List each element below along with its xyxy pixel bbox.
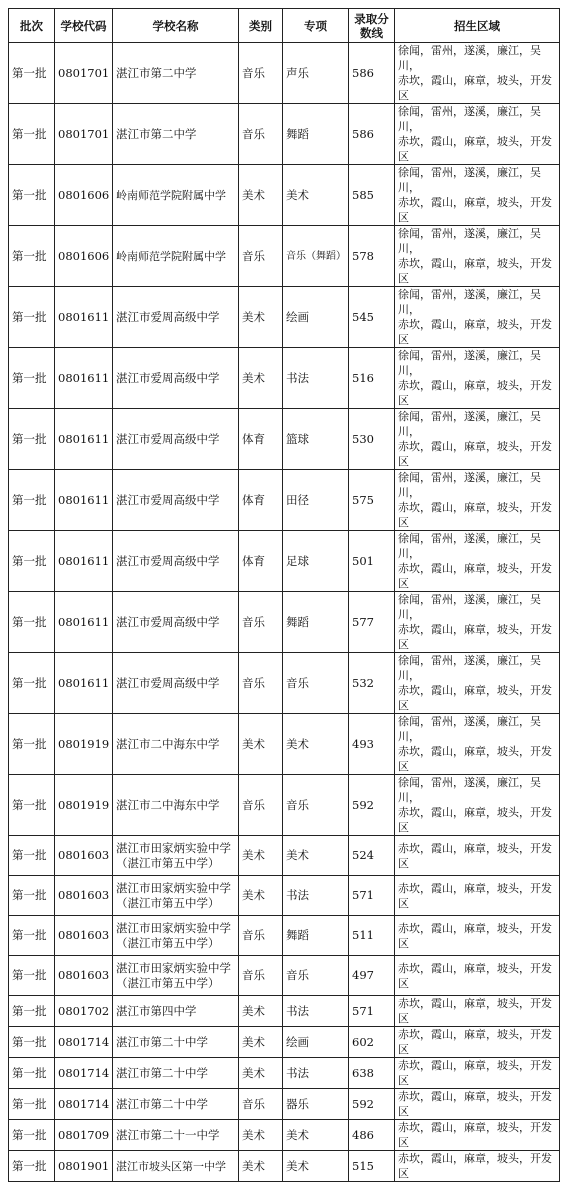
cell-batch: 第一批: [9, 226, 55, 287]
cell-school-code: 0801603: [55, 956, 113, 996]
cell-special: 美术: [283, 836, 349, 876]
cell-school-code: 0801611: [55, 287, 113, 348]
header-score: 录取分 数线: [349, 9, 395, 43]
table-row: [9, 165, 560, 226]
cell-batch: 第一批: [9, 43, 55, 104]
table-row: [9, 104, 560, 165]
cell-special: 舞蹈: [283, 916, 349, 956]
cell-school-code: 0801919: [55, 775, 113, 836]
cell-special: 音乐: [283, 653, 349, 714]
cell-batch: 第一批: [9, 1151, 55, 1182]
cell-special: 绘画: [283, 1027, 349, 1058]
table-row: [9, 1151, 560, 1182]
cell-batch: 第一批: [9, 653, 55, 714]
cell-school-code: 0801611: [55, 592, 113, 653]
cell-special: 绘画: [283, 287, 349, 348]
cell-school-name: 湛江市田家炳实验中学 （湛江市第五中学）: [113, 836, 239, 876]
cell-school-code: 0801606: [55, 226, 113, 287]
cell-special: 舞蹈: [283, 592, 349, 653]
cell-school-code: 0801714: [55, 1058, 113, 1089]
cell-school-code: 0801611: [55, 470, 113, 531]
cell-score: 577: [349, 592, 395, 653]
cell-special: 美术: [283, 1120, 349, 1151]
admission-score-table: [8, 8, 560, 1182]
cell-special: 书法: [283, 996, 349, 1027]
cell-region: 徐闻，雷州，遂溪，廉江，吴川， 赤坎，霞山，麻章，坡头，开发区: [395, 43, 560, 104]
cell-school-name: 湛江市第二十中学: [113, 1027, 239, 1058]
cell-region: 赤坎，霞山，麻章，坡头，开发区: [395, 1151, 560, 1182]
table-row: [9, 1120, 560, 1151]
cell-score: 602: [349, 1027, 395, 1058]
cell-score: 585: [349, 165, 395, 226]
cell-batch: 第一批: [9, 1120, 55, 1151]
header-region: 招生区域: [395, 9, 560, 43]
cell-school-code: 0801611: [55, 653, 113, 714]
cell-score: 486: [349, 1120, 395, 1151]
table-row: [9, 1089, 560, 1120]
cell-category: 音乐: [239, 104, 283, 165]
cell-region: 徐闻，雷州，遂溪，廉江，吴川， 赤坎，霞山，麻章，坡头，开发区: [395, 104, 560, 165]
cell-school-code: 0801603: [55, 916, 113, 956]
cell-batch: 第一批: [9, 470, 55, 531]
cell-score: 571: [349, 876, 395, 916]
cell-special: 音乐（舞蹈）: [283, 226, 349, 287]
cell-score: 511: [349, 916, 395, 956]
cell-category: 美术: [239, 287, 283, 348]
cell-category: 美术: [239, 1120, 283, 1151]
cell-special: 音乐: [283, 775, 349, 836]
cell-school-name: 湛江市第二十中学: [113, 1089, 239, 1120]
cell-school-code: 0801901: [55, 1151, 113, 1182]
table-row: [9, 531, 560, 592]
cell-special: 书法: [283, 1058, 349, 1089]
cell-batch: 第一批: [9, 104, 55, 165]
cell-category: 美术: [239, 1027, 283, 1058]
table-row: [9, 470, 560, 531]
cell-school-name: 湛江市第二十中学: [113, 1058, 239, 1089]
cell-school-name: 湛江市爱周高级中学: [113, 470, 239, 531]
cell-batch: 第一批: [9, 775, 55, 836]
cell-special: 声乐: [283, 43, 349, 104]
cell-region: 赤坎，霞山，麻章，坡头，开发区: [395, 1120, 560, 1151]
cell-school-name: 湛江市田家炳实验中学 （湛江市第五中学）: [113, 956, 239, 996]
cell-school-code: 0801702: [55, 996, 113, 1027]
cell-school-code: 0801919: [55, 714, 113, 775]
header-special: 专项: [283, 9, 349, 43]
cell-special: 舞蹈: [283, 104, 349, 165]
cell-batch: 第一批: [9, 531, 55, 592]
cell-score: 530: [349, 409, 395, 470]
cell-batch: 第一批: [9, 409, 55, 470]
cell-school-name: 湛江市第二十一中学: [113, 1120, 239, 1151]
cell-batch: 第一批: [9, 876, 55, 916]
cell-special: 美术: [283, 1151, 349, 1182]
cell-school-code: 0801611: [55, 409, 113, 470]
cell-category: 体育: [239, 531, 283, 592]
cell-region: 赤坎，霞山，麻章，坡头，开发区: [395, 876, 560, 916]
table-row: [9, 287, 560, 348]
table-row: [9, 1058, 560, 1089]
cell-region: 赤坎，霞山，麻章，坡头，开发区: [395, 1027, 560, 1058]
cell-score: 638: [349, 1058, 395, 1089]
cell-category: 音乐: [239, 1089, 283, 1120]
table-row: [9, 1027, 560, 1058]
cell-category: 音乐: [239, 653, 283, 714]
header-batch: 批次: [9, 9, 55, 43]
cell-category: 体育: [239, 470, 283, 531]
table-row: [9, 409, 560, 470]
cell-category: 音乐: [239, 43, 283, 104]
table-row: [9, 775, 560, 836]
cell-score: 592: [349, 775, 395, 836]
cell-school-name: 湛江市第二中学: [113, 104, 239, 165]
cell-score: 497: [349, 956, 395, 996]
cell-score: 524: [349, 836, 395, 876]
cell-batch: 第一批: [9, 165, 55, 226]
table-row: [9, 348, 560, 409]
cell-category: 体育: [239, 409, 283, 470]
table-row: [9, 836, 560, 876]
cell-school-name: 岭南师范学院附属中学: [113, 226, 239, 287]
cell-batch: 第一批: [9, 836, 55, 876]
cell-region: 徐闻，雷州，遂溪，廉江，吴川， 赤坎，霞山，麻章，坡头，开发区: [395, 592, 560, 653]
cell-school-code: 0801701: [55, 104, 113, 165]
cell-region: 赤坎，霞山，麻章，坡头，开发区: [395, 916, 560, 956]
cell-school-name: 湛江市爱周高级中学: [113, 348, 239, 409]
cell-batch: 第一批: [9, 1089, 55, 1120]
cell-region: 徐闻，雷州，遂溪，廉江，吴川， 赤坎，霞山，麻章，坡头，开发区: [395, 226, 560, 287]
cell-region: 徐闻，雷州，遂溪，廉江，吴川， 赤坎，霞山，麻章，坡头，开发区: [395, 409, 560, 470]
table-row: [9, 43, 560, 104]
cell-score: 501: [349, 531, 395, 592]
cell-school-code: 0801611: [55, 531, 113, 592]
cell-category: 美术: [239, 1151, 283, 1182]
cell-school-code: 0801701: [55, 43, 113, 104]
cell-special: 书法: [283, 348, 349, 409]
cell-batch: 第一批: [9, 1027, 55, 1058]
cell-school-name: 湛江市爱周高级中学: [113, 409, 239, 470]
table-row: [9, 653, 560, 714]
cell-region: 赤坎，霞山，麻章，坡头，开发区: [395, 1089, 560, 1120]
cell-batch: 第一批: [9, 996, 55, 1027]
cell-special: 器乐: [283, 1089, 349, 1120]
cell-school-name: 湛江市爱周高级中学: [113, 592, 239, 653]
table-row: [9, 592, 560, 653]
cell-region: 徐闻，雷州，遂溪，廉江，吴川， 赤坎，霞山，麻章，坡头，开发区: [395, 714, 560, 775]
cell-school-name: 湛江市爱周高级中学: [113, 653, 239, 714]
cell-batch: 第一批: [9, 1058, 55, 1089]
cell-score: 571: [349, 996, 395, 1027]
cell-category: 音乐: [239, 916, 283, 956]
cell-school-name: 湛江市爱周高级中学: [113, 287, 239, 348]
table-row: [9, 714, 560, 775]
cell-special: 美术: [283, 165, 349, 226]
header-category: 类别: [239, 9, 283, 43]
cell-special: 篮球: [283, 409, 349, 470]
cell-category: 音乐: [239, 775, 283, 836]
cell-school-name: 湛江市第二中学: [113, 43, 239, 104]
cell-region: 赤坎，霞山，麻章，坡头，开发区: [395, 1058, 560, 1089]
cell-score: 586: [349, 104, 395, 165]
cell-category: 音乐: [239, 226, 283, 287]
cell-school-name: 岭南师范学院附属中学: [113, 165, 239, 226]
table-body: [9, 43, 560, 1182]
cell-school-name: 湛江市爱周高级中学: [113, 531, 239, 592]
cell-school-code: 0801606: [55, 165, 113, 226]
cell-school-code: 0801714: [55, 1027, 113, 1058]
cell-school-name: 湛江市二中海东中学: [113, 775, 239, 836]
cell-school-code: 0801603: [55, 836, 113, 876]
cell-batch: 第一批: [9, 956, 55, 996]
cell-score: 578: [349, 226, 395, 287]
cell-school-name: 湛江市第四中学: [113, 996, 239, 1027]
cell-category: 美术: [239, 714, 283, 775]
cell-region: 赤坎，霞山，麻章，坡头，开发区: [395, 996, 560, 1027]
table-row: [9, 916, 560, 956]
cell-school-name: 湛江市二中海东中学: [113, 714, 239, 775]
cell-region: 徐闻，雷州，遂溪，廉江，吴川， 赤坎，霞山，麻章，坡头，开发区: [395, 653, 560, 714]
cell-special: 书法: [283, 876, 349, 916]
cell-category: 音乐: [239, 592, 283, 653]
cell-region: 赤坎，霞山，麻章，坡头，开发区: [395, 956, 560, 996]
cell-score: 575: [349, 470, 395, 531]
cell-batch: 第一批: [9, 714, 55, 775]
cell-score: 586: [349, 43, 395, 104]
cell-region: 徐闻，雷州，遂溪，廉江，吴川， 赤坎，霞山，麻章，坡头，开发区: [395, 470, 560, 531]
cell-category: 美术: [239, 348, 283, 409]
table-row: [9, 226, 560, 287]
header-school-name: 学校名称: [113, 9, 239, 43]
cell-school-code: 0801709: [55, 1120, 113, 1151]
table-row: [9, 876, 560, 916]
cell-special: 音乐: [283, 956, 349, 996]
cell-school-code: 0801603: [55, 876, 113, 916]
cell-batch: 第一批: [9, 592, 55, 653]
cell-category: 美术: [239, 996, 283, 1027]
cell-category: 美术: [239, 836, 283, 876]
cell-region: 徐闻，雷州，遂溪，廉江，吴川， 赤坎，霞山，麻章，坡头，开发区: [395, 165, 560, 226]
cell-school-name: 湛江市田家炳实验中学 （湛江市第五中学）: [113, 916, 239, 956]
cell-region: 徐闻，雷州，遂溪，廉江，吴川， 赤坎，霞山，麻章，坡头，开发区: [395, 775, 560, 836]
cell-batch: 第一批: [9, 916, 55, 956]
cell-region: 徐闻，雷州，遂溪，廉江，吴川， 赤坎，霞山，麻章，坡头，开发区: [395, 287, 560, 348]
cell-school-code: 0801714: [55, 1089, 113, 1120]
cell-region: 赤坎，霞山，麻章，坡头，开发区: [395, 836, 560, 876]
cell-category: 音乐: [239, 956, 283, 996]
table-row: [9, 996, 560, 1027]
cell-score: 532: [349, 653, 395, 714]
cell-batch: 第一批: [9, 348, 55, 409]
cell-score: 592: [349, 1089, 395, 1120]
header-school-code: 学校代码: [55, 9, 113, 43]
cell-special: 足球: [283, 531, 349, 592]
cell-school-name: 湛江市坡头区第一中学: [113, 1151, 239, 1182]
cell-score: 515: [349, 1151, 395, 1182]
cell-score: 516: [349, 348, 395, 409]
cell-category: 美术: [239, 165, 283, 226]
table-row: [9, 956, 560, 996]
cell-category: 美术: [239, 1058, 283, 1089]
cell-category: 美术: [239, 876, 283, 916]
cell-region: 徐闻，雷州，遂溪，廉江，吴川， 赤坎，霞山，麻章，坡头，开发区: [395, 348, 560, 409]
cell-batch: 第一批: [9, 287, 55, 348]
cell-school-code: 0801611: [55, 348, 113, 409]
header-row: [9, 9, 560, 43]
cell-special: 美术: [283, 714, 349, 775]
cell-special: 田径: [283, 470, 349, 531]
cell-score: 493: [349, 714, 395, 775]
cell-region: 徐闻，雷州，遂溪，廉江，吴川， 赤坎，霞山，麻章，坡头，开发区: [395, 531, 560, 592]
cell-score: 545: [349, 287, 395, 348]
cell-school-name: 湛江市田家炳实验中学 （湛江市第五中学）: [113, 876, 239, 916]
